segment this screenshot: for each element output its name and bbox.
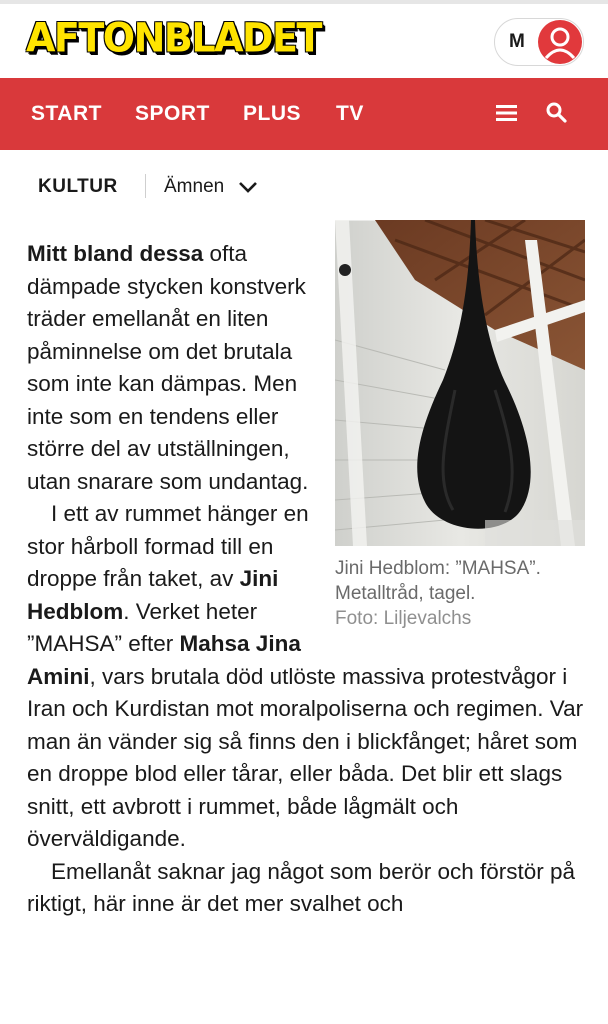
chevron-down-icon[interactable] bbox=[237, 178, 259, 201]
nav-item-start[interactable]: START bbox=[31, 102, 102, 125]
hamburger-menu-icon[interactable] bbox=[495, 100, 519, 131]
photo-credit: Foto: Liljevalchs bbox=[335, 608, 472, 629]
section-bar bbox=[0, 150, 608, 220]
paragraph-3 bbox=[27, 856, 587, 921]
paragraph-2-text-c: , vars brutala död utlöste massiva protestvågor i Iran och Kurdistan mot moralpoliserna och regimen. Var man än vänder sig så finns den i blickfånget; håret som en droppe blod eller tårar, eller båda. Det blir ett slags snitt, ett avbrott i rummet, både lågmält och överväldigande. bbox=[27, 663, 584, 851]
article-figure bbox=[335, 220, 587, 631]
paragraph-1-text: ofta dämpade stycken konstverk träder emellanåt en liten påminnelse om det brutala som inte kan dämpas. Men inte som en tendens eller större del av utställningen, utan snarare som undantag. bbox=[27, 241, 309, 494]
search-icon[interactable] bbox=[545, 100, 569, 131]
artist-name: Jini Hedblom bbox=[27, 566, 279, 624]
caption-text: Jini Hedblom: ”MAHSA”. Metalltråd, tagel. bbox=[335, 558, 541, 604]
person-name: Mahsa Jina Amini bbox=[27, 631, 301, 689]
user-account-button[interactable] bbox=[494, 18, 584, 66]
user-initial: M bbox=[509, 31, 525, 52]
figure-caption bbox=[335, 556, 587, 631]
nav-item-tv[interactable]: TV bbox=[336, 102, 364, 125]
paragraph-3-text: Emellanåt saknar jag något som berör och förstör på riktigt, här inne är det mer svalhet och bbox=[27, 858, 576, 916]
top-bar bbox=[0, 0, 608, 78]
paragraph-2-text-b: . Verket heter ”MAHSA” efter bbox=[27, 598, 258, 656]
section-kultur-link[interactable]: KULTUR bbox=[38, 176, 118, 197]
article-body bbox=[27, 238, 587, 921]
artwork-photo[interactable] bbox=[335, 220, 585, 546]
section-divider bbox=[145, 174, 146, 198]
topics-dropdown[interactable]: Ämnen bbox=[164, 176, 225, 197]
nav-item-sport[interactable]: SPORT bbox=[135, 102, 210, 125]
user-avatar-icon bbox=[538, 20, 582, 64]
lead-in: Mitt bland dessa bbox=[27, 241, 204, 266]
aftonbladet-logo[interactable]: AFTONBLADET bbox=[26, 14, 321, 62]
paragraph-2-text-a: I ett av rummet hänger en stor hårboll formad till en droppe från taket, av bbox=[27, 501, 309, 591]
main-navigation bbox=[0, 78, 608, 150]
nav-item-plus[interactable]: PLUS bbox=[243, 102, 302, 125]
